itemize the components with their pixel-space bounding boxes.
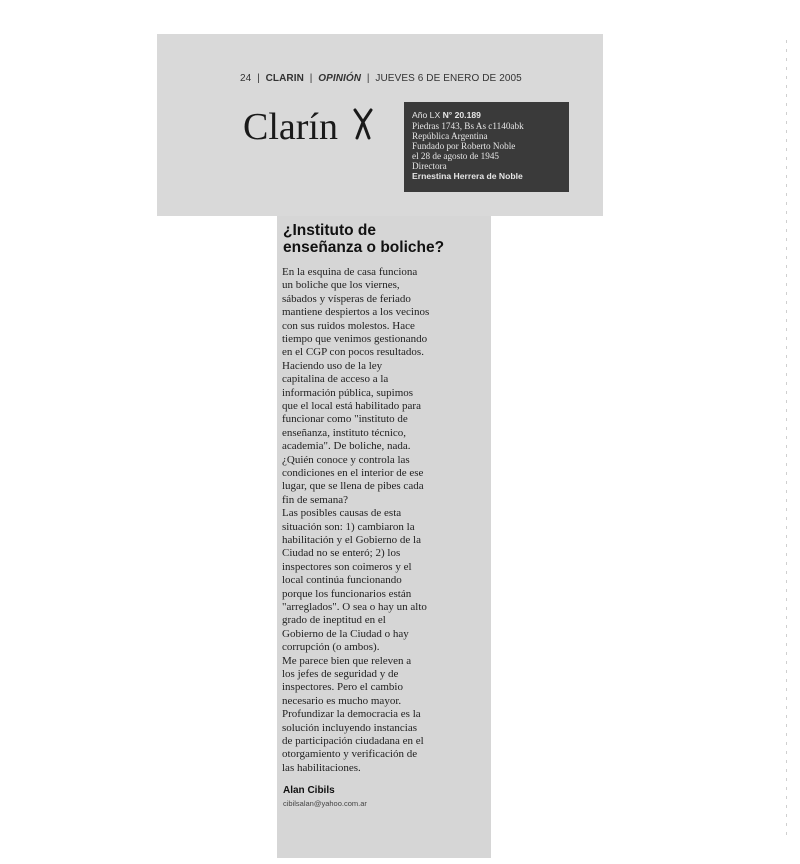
author-email: cibilsalan@yahoo.com.ar [283, 799, 367, 808]
article-line: Me parece bien que releven a [282, 654, 412, 667]
masthead-founder: Fundado por Roberto Noble [412, 141, 516, 151]
article-line: local continúa funcionando [282, 574, 402, 587]
article-line: condiciones en el interior de ese [282, 467, 424, 479]
masthead-founded-date: el 28 de agosto de 1945 [412, 151, 500, 161]
issue-date: JUEVES 6 DE ENERO DE 2005 [375, 73, 522, 84]
article-line: capitalina de acceso a la [282, 373, 389, 386]
article-line: que el local está habilitado para [282, 400, 421, 412]
article-line: necesario es mucho mayor. [282, 694, 402, 707]
article-line: corrupción (o ambos). [282, 641, 380, 654]
article-line: Profundizar la democracia es la [282, 708, 421, 721]
dateline [240, 73, 540, 84]
masthead-director-name: Ernestina Herrera de Noble [412, 171, 523, 181]
masthead-box [404, 102, 569, 192]
article-line: las habilitaciones. [282, 761, 361, 774]
article-line: inspectores son coimeros y el [282, 560, 412, 573]
page-number: 24 [240, 73, 252, 84]
article-line: los jefes de seguridad y de [282, 668, 399, 680]
masthead-director-label: Directora [412, 161, 447, 171]
article-line: Gobierno de la Ciudad o hay [282, 627, 409, 640]
article-line: en el CGP con pocos resultados. [282, 346, 424, 359]
article-line: inspectores. Pero el cambio [282, 681, 403, 694]
headline-line: enseñanza o boliche? [283, 239, 445, 256]
masthead-issue [412, 110, 481, 120]
article-line: lugar, que se llena de pibes cada [282, 480, 424, 493]
article-line: funcionar como "instituto de [282, 413, 408, 426]
article-line: información pública, supimos [282, 386, 414, 399]
article-line: Las posibles causas de esta [282, 507, 402, 520]
article-line: ¿Quién conoce y controla las [282, 453, 410, 466]
masthead-country: República Argentina [412, 131, 488, 141]
article-line: de participación ciudadana en el [282, 735, 424, 747]
dateline-separator: | [306, 73, 316, 84]
paper-name: CLARIN [265, 73, 304, 84]
masthead-address: Piedras 1743, Bs As c1140abk [412, 121, 524, 131]
article-line: solución incluyendo instancias [282, 721, 418, 734]
article-line: Ciudad no se enteró; 2) los [282, 547, 401, 560]
article-line: Haciendo uso de la ley [282, 359, 383, 372]
article-line: grado de ineptitud en el [282, 614, 386, 627]
logo-wordmark: Clarín [243, 106, 338, 148]
article-line: academia". De boliche, nada. [282, 440, 411, 453]
masthead-number: N° 20.189 [442, 110, 481, 120]
article-line: tiempo que venimos gestionando [282, 333, 428, 345]
article-line: habilitación y el Gobierno de la [282, 534, 421, 546]
article-line: sábados y vísperas de feriado [282, 292, 411, 305]
article-line: "arreglados". O sea o hay un alto [282, 601, 427, 613]
masthead-year: Año LX [412, 110, 441, 120]
author-name: Alan Cibils [283, 785, 335, 796]
dateline-separator: | [364, 73, 373, 84]
clarin-logo [240, 100, 400, 192]
article-line: situación son: 1) cambiaron la [282, 520, 415, 533]
scan-edge-mark [786, 40, 787, 840]
article-line: porque los funcionarios están [282, 587, 412, 600]
headline-line: ¿Instituto de [283, 222, 376, 239]
article-line: En la esquina de casa funciona [282, 266, 418, 278]
article-line: un boliche que los viernes, [282, 279, 400, 292]
article-line: enseñanza, instituto técnico, [282, 426, 407, 439]
logo-figure-icon [352, 106, 374, 142]
section-name: OPINIÓN [318, 73, 362, 84]
article-line: fin de semana? [282, 493, 348, 506]
article-line: con sus ruidos molestos. Hace [282, 319, 415, 332]
dateline-separator: | [254, 73, 263, 84]
article-headline [283, 222, 493, 256]
article-line: otorgamiento y verificación de [282, 748, 418, 761]
article-line: mantiene despiertos a los vecinos [282, 306, 430, 319]
